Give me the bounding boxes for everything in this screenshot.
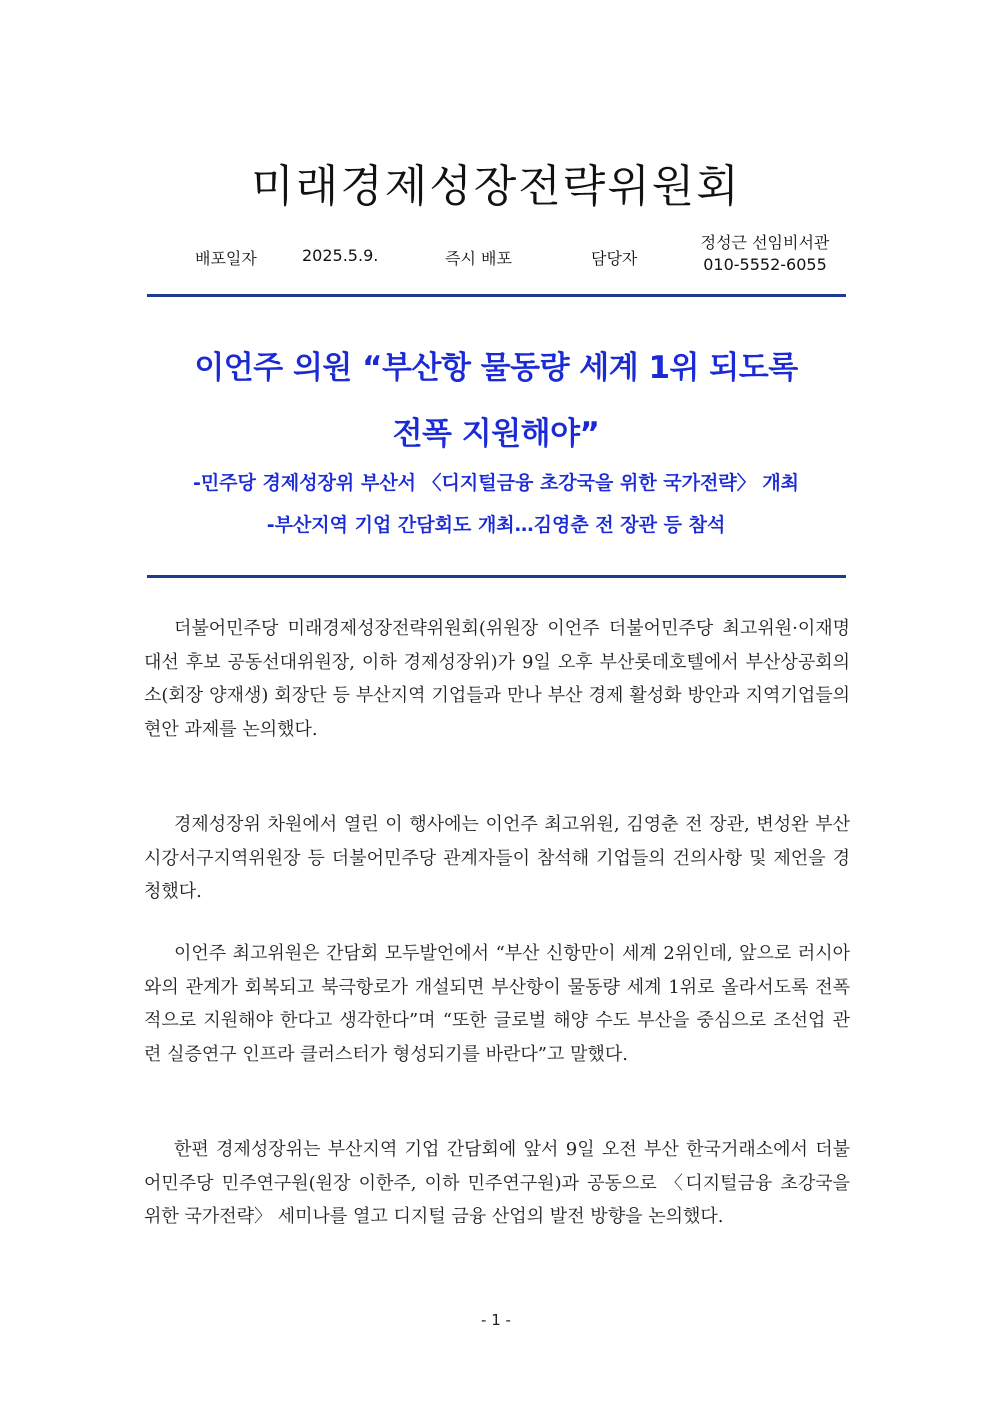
release-type: 즉시 배포 xyxy=(445,249,512,268)
release-date-label: 배포일자 xyxy=(195,249,257,268)
body-paragraph-1-text: 더불어민주당 미래경제성장전략위원회(위원장 이언주 더불어민주당 최고위원·이재명 대선 후보 공동선대위원장, 이하 경제성장위)가 9일 오후 부산롯데호텔에서 부산상공회의소(회장 양재생) 회장단 등 부산지역 기업들과 만나 부산 경제 활성화 방안과 지역기업들의 현안 과제를 논의했다. xyxy=(144,618,850,740)
page-number: - 1 - xyxy=(481,1311,511,1329)
top-divider xyxy=(147,294,846,297)
release-info-row xyxy=(0,232,992,282)
contact-label: 담당자 xyxy=(591,249,638,268)
body-paragraph-3-text: 이언주 최고위원은 간담회 모두발언에서 “부산 신항만이 세계 2위인데, 앞으로 러시아와의 관계가 회복되고 북극항로가 개설되면 부산항이 물동량 세계 1위로 올라서도록 전폭적으로 지원해야 한다고 생각한다”며 “또한 글로벌 해양 수도 부산을 중심으로 조선업 관련 실증연구 인프라 클러스터가 형성되기를 바란다”고 말했다. xyxy=(144,943,850,1065)
body-paragraph-2 xyxy=(144,808,850,909)
body-paragraph-4 xyxy=(144,1133,850,1234)
contact-phone: 010-5552-6055 xyxy=(703,255,827,274)
contact-info xyxy=(690,232,840,276)
organization-title: 미래경제성장전략위원회 xyxy=(251,161,741,212)
subheadline-1: -민주당 경제성장위 부산서 〈디지털금융 초강국을 위한 국가전략〉 개최 xyxy=(192,472,800,494)
body-paragraph-1 xyxy=(144,612,850,746)
release-date: 2025.5.9. xyxy=(302,246,379,265)
subheadline-2: -부산지역 기업 간담회도 개최…김영춘 전 장관 등 참석 xyxy=(266,514,726,536)
body-paragraph-2-text: 경제성장위 차원에서 열린 이 행사에는 이언주 최고위원, 김영춘 전 장관, 변성완 부산시강서구지역위원장 등 더불어민주당 관계자들이 참석해 기업들의 건의사항 및 제언을 경청했다. xyxy=(144,814,850,902)
headline-divider xyxy=(147,575,846,578)
contact-name: 정성근 선임비서관 xyxy=(700,233,830,252)
body-paragraph-3 xyxy=(144,937,850,1071)
body-paragraph-4-text: 한편 경제성장위는 부산지역 기업 간담회에 앞서 9일 오전 부산 한국거래소에서 더불어민주당 민주연구원(원장 이한주, 이하 민주연구원)과 공동으로 〈디지털금융 초강국을 위한 국가전략〉 세미나를 열고 디지털 금융 산업의 발전 방향을 논의했다. xyxy=(144,1139,850,1227)
headline-line-2: 전폭 지원해야” xyxy=(392,416,600,452)
headline-line-1: 이언주 의원 “부산항 물동량 세계 1위 되도록 xyxy=(194,350,798,386)
